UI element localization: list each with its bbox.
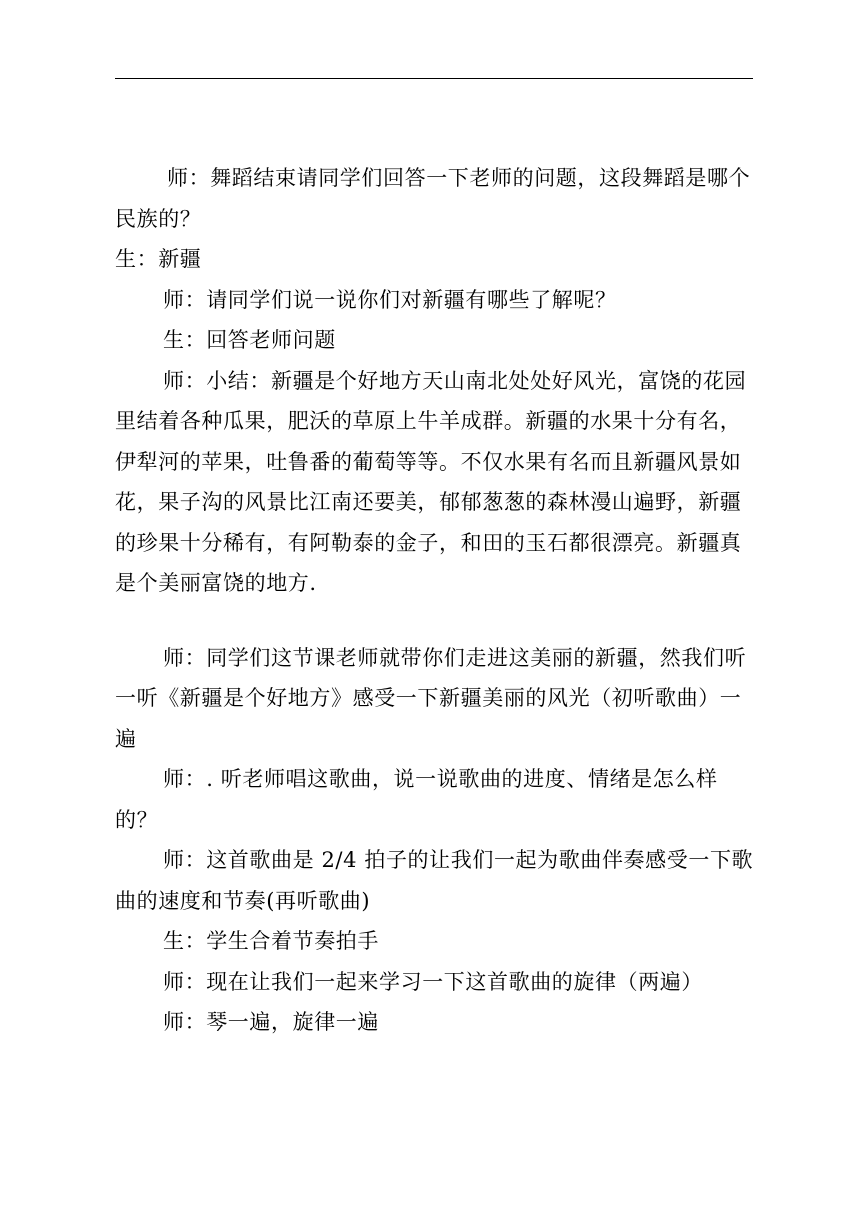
paragraph-teacher-listen: 师：. 听老师唱这歌曲，说一说歌曲的进度、情绪是怎么样的？: [115, 767, 718, 832]
paragraph-teacher-question: 师：舞蹈结束请同学们回答一下老师的问题，这段舞蹈是哪个民族的？: [115, 166, 751, 231]
paragraph-student-answer: 生：新疆: [115, 247, 202, 271]
paragraph-teacher-intro-song: 师：同学们这节课老师就带你们走进这美丽的新疆，然我们听一听《新疆是个好地方》感受一下新疆美丽的风光（初听歌曲）一遍: [115, 645, 747, 751]
paragraph-teacher-piano: 师：琴一遍，旋律一遍: [163, 1010, 379, 1034]
document-body: [115, 158, 755, 1043]
paragraph-teacher-summary: 师：小结：新疆是个好地方天山南北处处好风光，富饶的花园里结着各种瓜果，肥沃的草原上牛羊成群。新疆的水果十分有名，伊犁河的苹果，吐鲁番的葡萄等等。不仅水果有名而且新疆风景如花，果子沟的风景比江南还要美，郁郁葱葱的森林漫山遍野，新疆的珍果十分稀有，有阿勒泰的金子，和田的玉石都很漂亮。新疆真是个美丽富饶的地方.: [115, 368, 747, 595]
paragraph-teacher-rhythm: 师：这首歌曲是 2/4 拍子的让我们一起为歌曲伴奏感受一下歌曲的速度和节奏(再听歌曲): [115, 848, 754, 913]
paragraph-gap: [115, 604, 755, 638]
paragraph-student-clap: 生：学生合着节奏拍手: [163, 929, 379, 953]
paragraph-teacher-prompt: 师：请同学们说一说你们对新疆有哪些了解呢？: [163, 287, 617, 312]
paragraph-student-reply: 生：回答老师问题: [163, 328, 336, 352]
header-rule: [115, 78, 753, 79]
paragraph-teacher-melody: 师：现在让我们一起来学习一下这首歌曲的旋律（两遍）: [163, 969, 703, 994]
